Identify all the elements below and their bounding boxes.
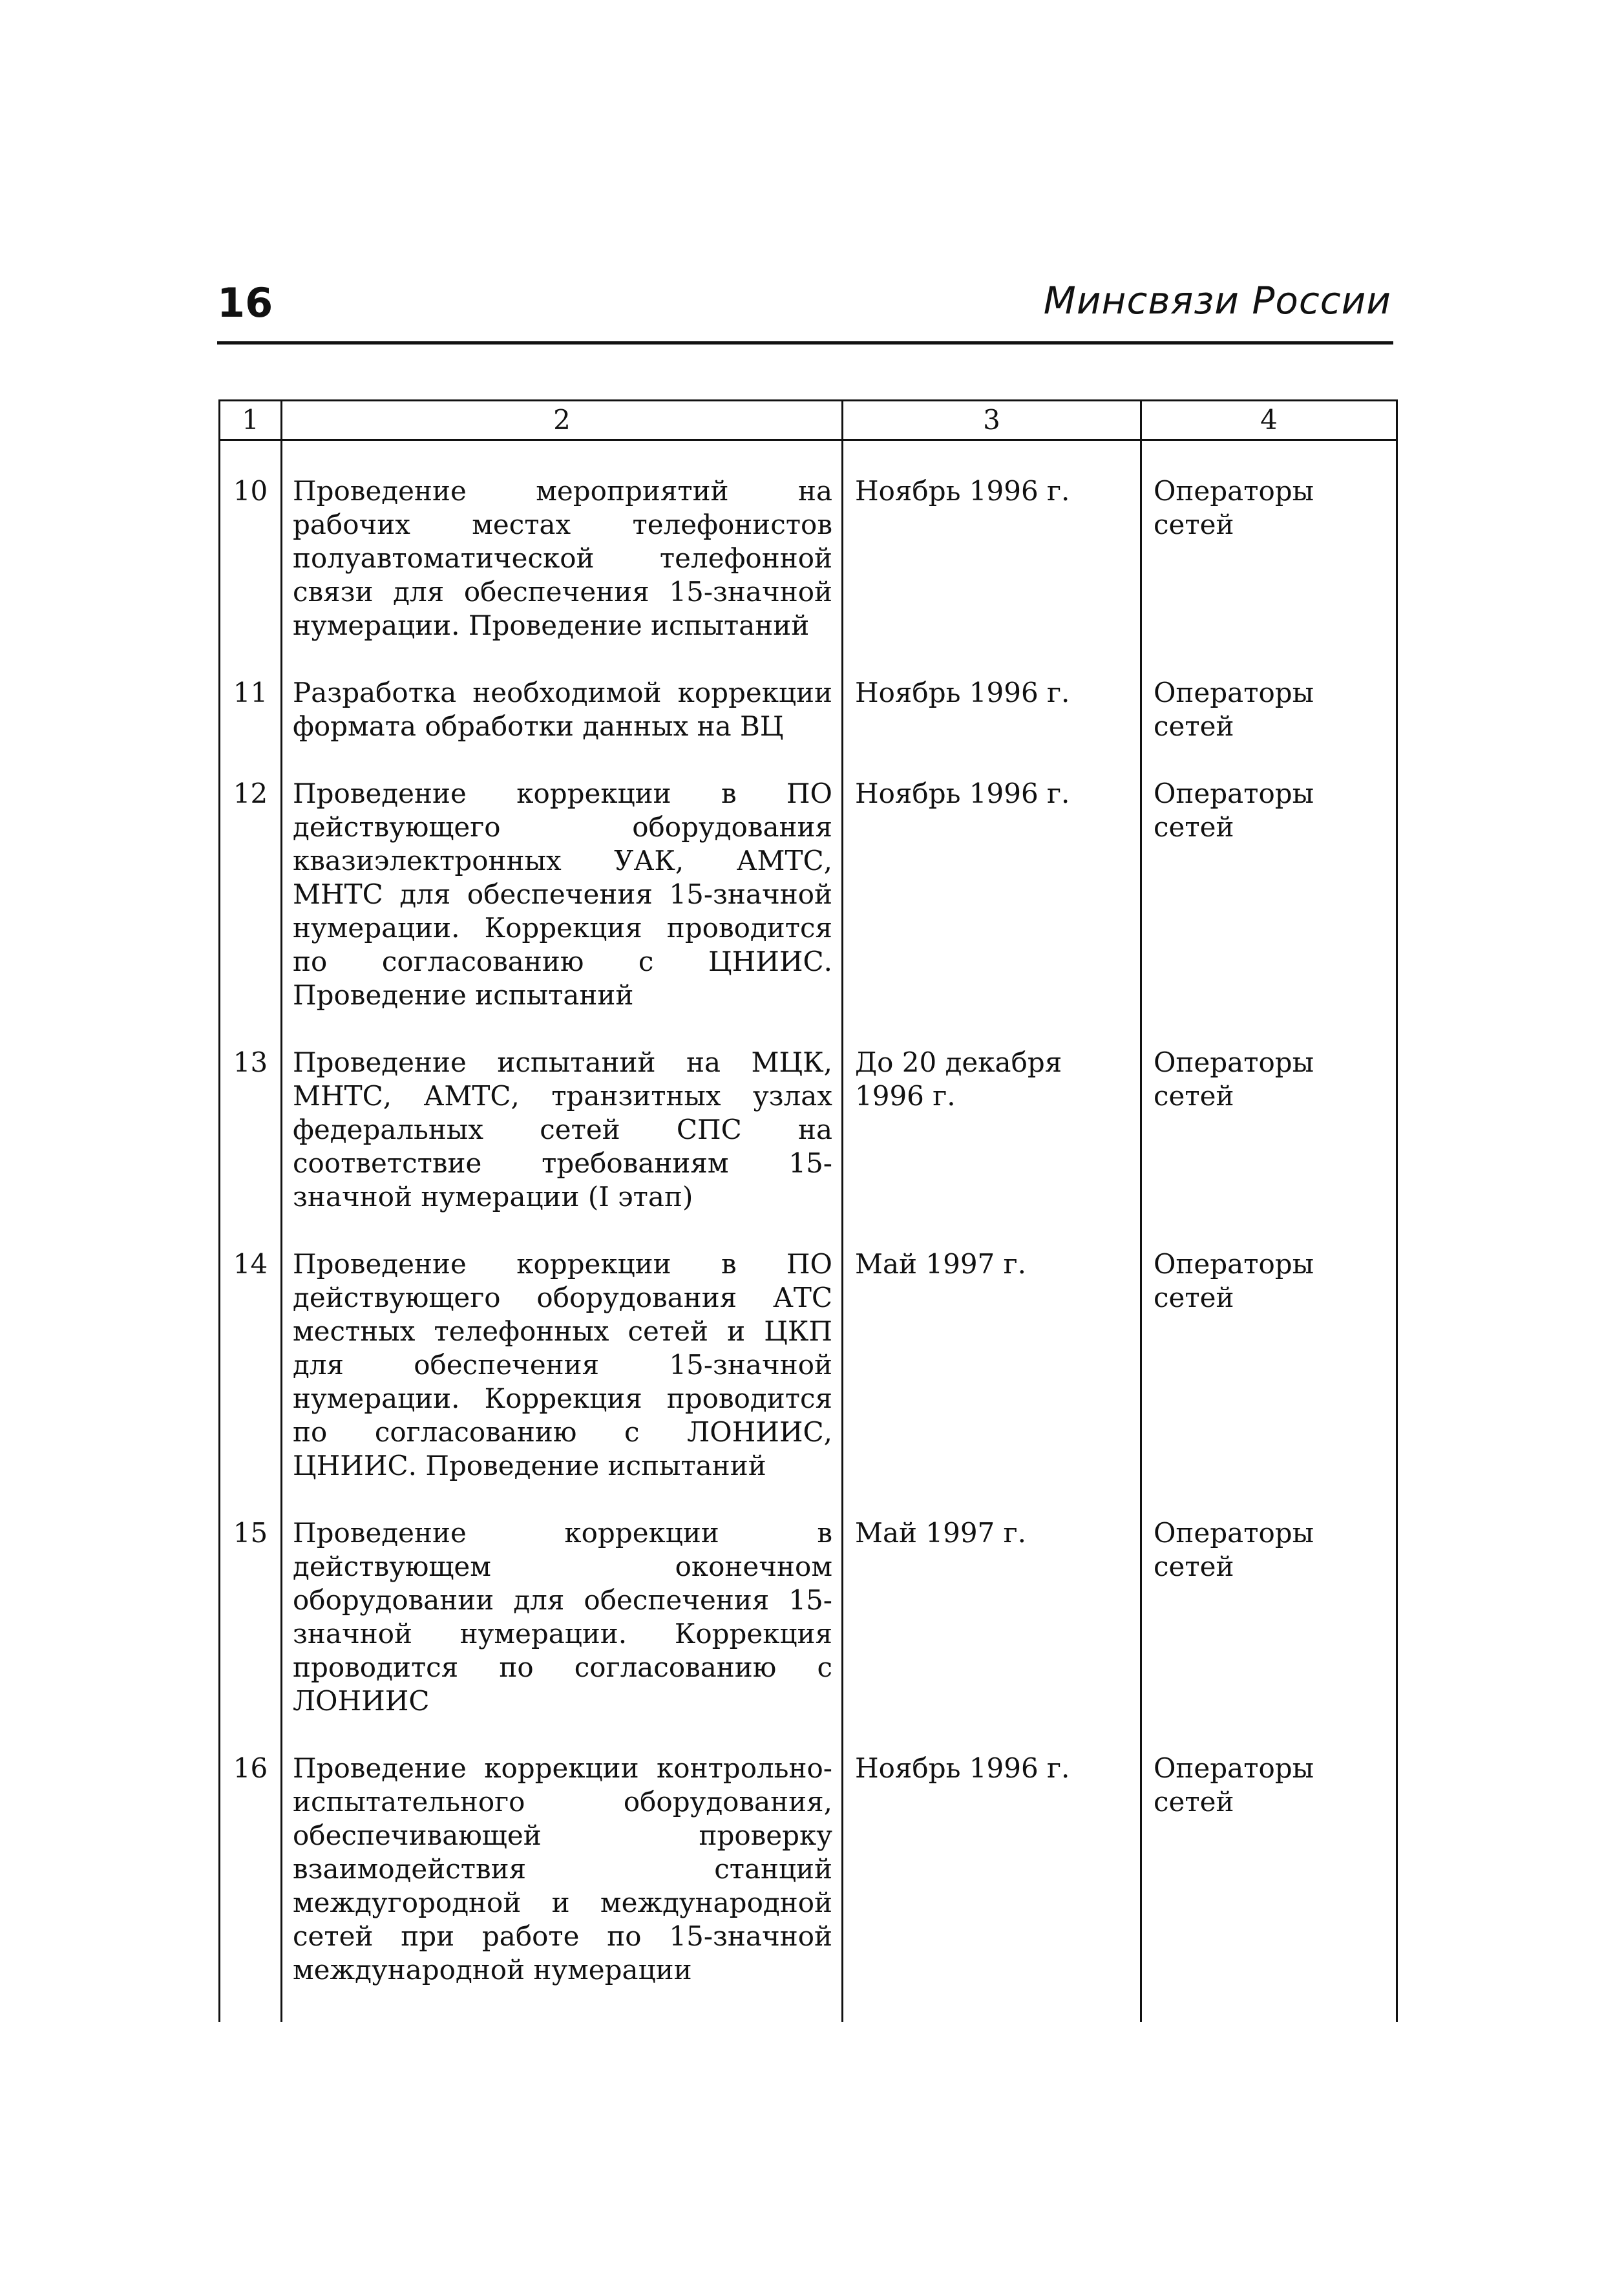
table-body (220, 440, 1397, 2022)
due-date: Ноябрь 1996 г. (843, 642, 1141, 743)
task-description: Проведение коррекции контрольно-испытательного оборудования, обеспечивающей проверку взаимодействия станций междугородной и международной сетей при работе по 15-значной международной нумерации (282, 1718, 843, 2022)
row-number: 14 (220, 1214, 282, 1483)
due-date: Ноябрь 1996 г. (843, 440, 1141, 643)
row-number: 10 (220, 440, 282, 643)
table-row (220, 1718, 1397, 2022)
table-row (220, 1012, 1397, 1214)
task-description: Разработка необходимой коррекции формата обработки данных на ВЦ (282, 642, 843, 743)
column-header-number: 1 (220, 401, 282, 440)
responsible-executor: Операторы сетей (1141, 1012, 1397, 1214)
schedule-table (218, 399, 1398, 2022)
responsible-executor: Операторы сетей (1141, 440, 1397, 643)
due-date: Май 1997 г. (843, 1483, 1141, 1718)
table-row (220, 1214, 1397, 1483)
row-number: 13 (220, 1012, 282, 1214)
table-row (220, 642, 1397, 743)
column-header-date: 3 (843, 401, 1141, 440)
due-date: До 20 декабря 1996 г. (843, 1012, 1141, 1214)
task-description: Проведение коррекции в ПО действующего оборудования АТС местных телефонных сетей и ЦКП для обеспечения 15-значной нумерации. Коррекция проводится по согласованию с ЛОНИИС, ЦНИИС. Проведение испытаний (282, 1214, 843, 1483)
responsible-executor: Операторы сетей (1141, 743, 1397, 1012)
task-description: Проведение коррекции в ПО действующего оборудования квазиэлектронных УАК, АМТС, МНТС для обеспечения 15-значной нумерации. Коррекция проводится по согласованию с ЦНИИС. Проведение испытаний (282, 743, 843, 1012)
due-date: Май 1997 г. (843, 1214, 1141, 1483)
table-row (220, 743, 1397, 1012)
responsible-executor: Операторы сетей (1141, 1214, 1397, 1483)
responsible-executor: Операторы сетей (1141, 1718, 1397, 2022)
row-number: 15 (220, 1483, 282, 1718)
table-row (220, 440, 1397, 643)
task-description: Проведение испытаний на МЦК, МНТС, АМТС, транзитных узлах федеральных сетей СПС на соответствие требованиям 15-значной нумерации (I этап) (282, 1012, 843, 1214)
row-number: 16 (220, 1718, 282, 2022)
due-date: Ноябрь 1996 г. (843, 1718, 1141, 2022)
column-header-task: 2 (282, 401, 843, 440)
column-header-executor: 4 (1141, 401, 1397, 440)
table-header (220, 401, 1397, 440)
page-number: 16 (217, 279, 273, 326)
row-number: 11 (220, 642, 282, 743)
table-row (220, 1483, 1397, 1718)
due-date: Ноябрь 1996 г. (843, 743, 1141, 1012)
running-head: Минсвязи России (1043, 279, 1391, 323)
row-number: 12 (220, 743, 282, 1012)
responsible-executor: Операторы сетей (1141, 642, 1397, 743)
header-divider (217, 341, 1393, 345)
task-description: Проведение коррекции в действующем оконечном оборудовании для обеспечения 15-значной нумерации. Коррекция проводится по согласованию с ЛОНИИС (282, 1483, 843, 1718)
responsible-executor: Операторы сетей (1141, 1483, 1397, 1718)
task-description: Проведение мероприятий на рабочих местах телефонистов полуавтоматической телефонной связи для обеспечения 15-значной нумерации. Проведение испытаний (282, 440, 843, 643)
